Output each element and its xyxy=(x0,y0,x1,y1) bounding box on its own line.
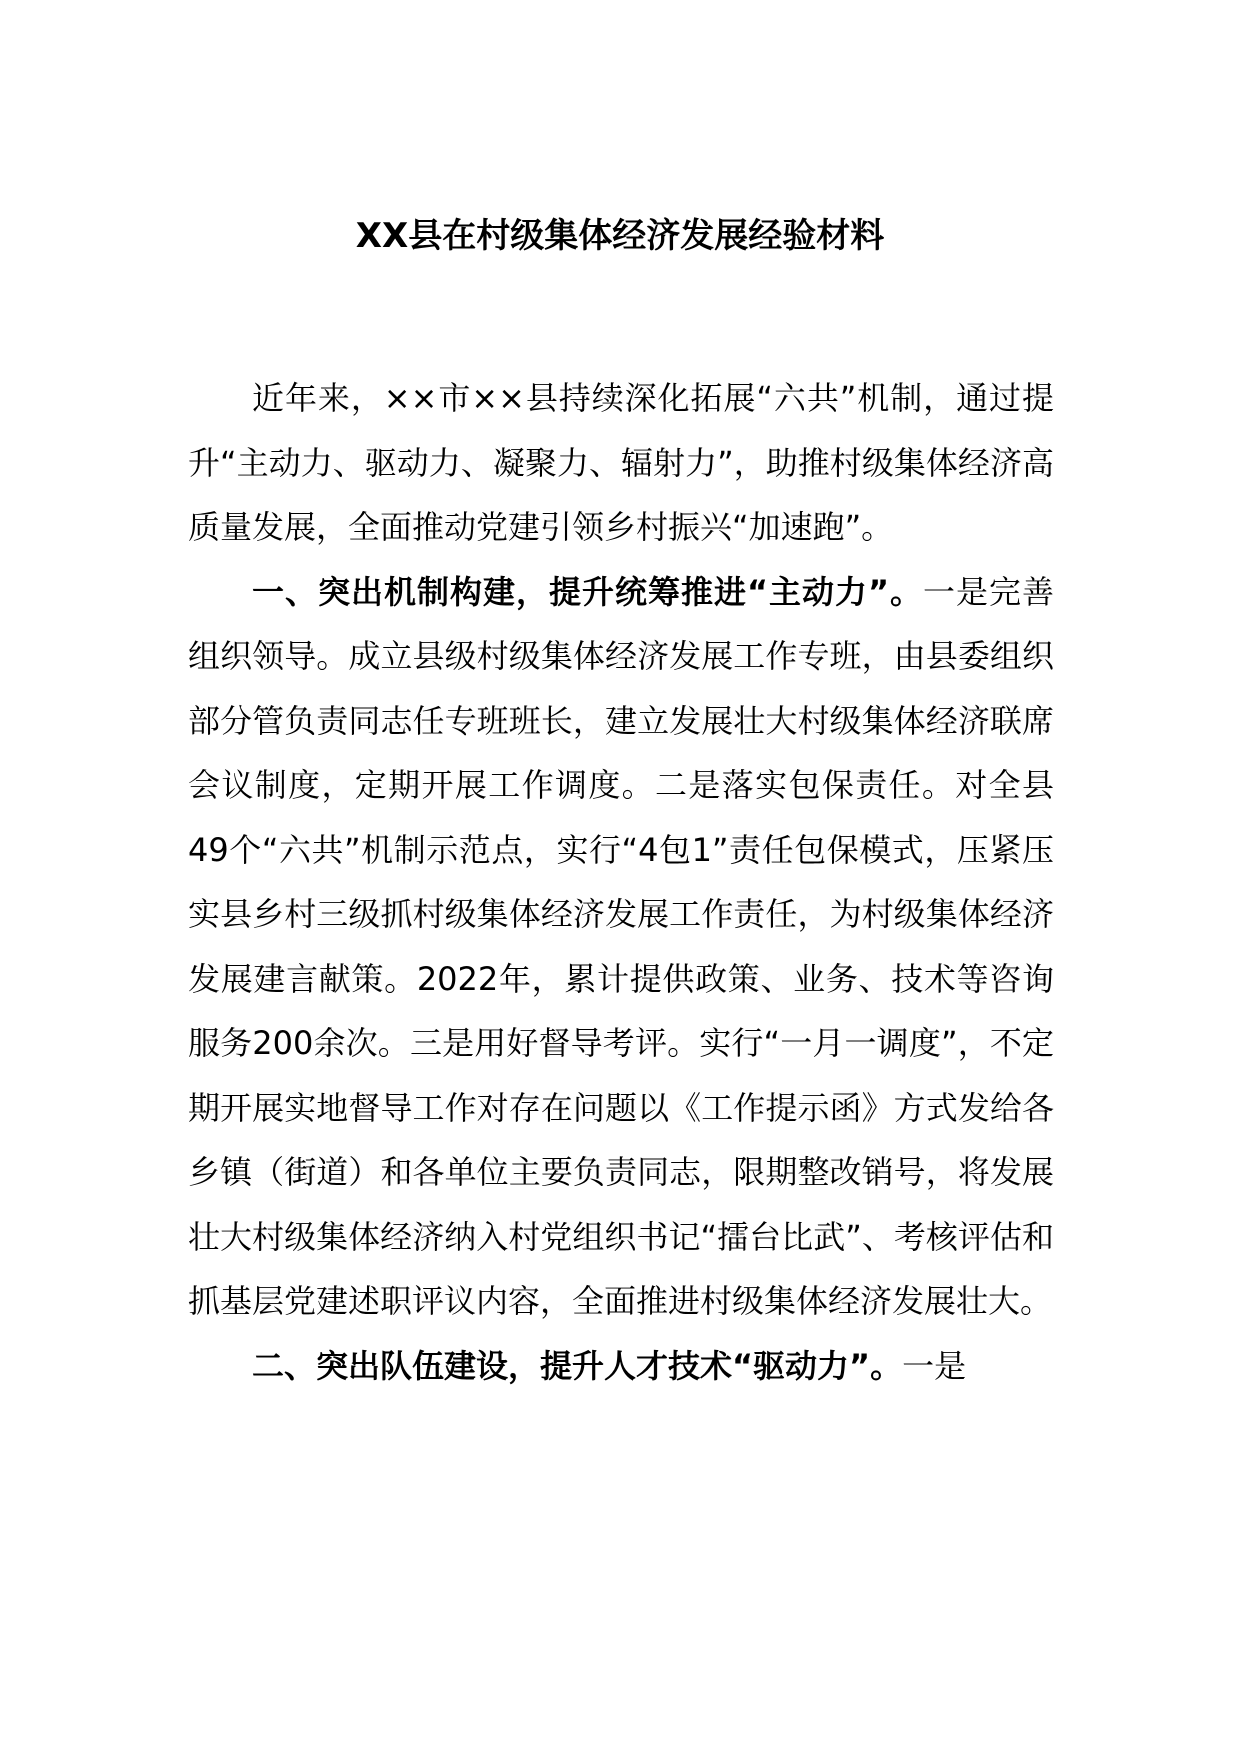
section-1-body: 一是完善组织领导。成立县级村级集体经济发展工作专班，由县委组织部分管负责同志任专班班长，建立发展壮大村级集体经济联席会议制度，定期开展工作调度。二是落实包保责任。对全县49个“六共”机制示范点，实行“4包1”责任包保模式，压紧压实县乡村三级抓村级集体经济发展工作责任，为村级集体经济发展建言献策。2022年，累计提供政策、业务、技术等咨询服务200余次。三是用好督导考评。实行“一月一调度”，不定期开展实地督导工作对存在问题以《工作提示函》方式发给各乡镇（街道）和各单位主要负责同志，限期整改销号，将发展壮大村级集体经济纳入村党组织书记“擂台比武”、考核评估和抓基层党建述职评议内容，全面推进村级集体经济发展壮大。 xyxy=(188,572,1054,1320)
document-body xyxy=(188,366,1054,1398)
section-1-heading: 一、突出机制构建，提升统筹推进“主动力”。 xyxy=(252,572,923,611)
document-title: XX县在村级集体经济发展经验材料 xyxy=(355,216,885,256)
section-2-body: 一是 xyxy=(902,1346,967,1385)
section-2-paragraph xyxy=(188,1334,1054,1399)
intro-paragraph: 近年来，××市××县持续深化拓展“六共”机制，通过提升“主动力、驱动力、凝聚力、辐射力”，助推村级集体经济高质量发展，全面推动党建引领乡村振兴“加速跑”。 xyxy=(188,379,1054,546)
section-2-heading: 二、突出队伍建设，提升人才技术“驱动力”。 xyxy=(252,1346,903,1385)
section-1-paragraph xyxy=(188,560,1054,1334)
